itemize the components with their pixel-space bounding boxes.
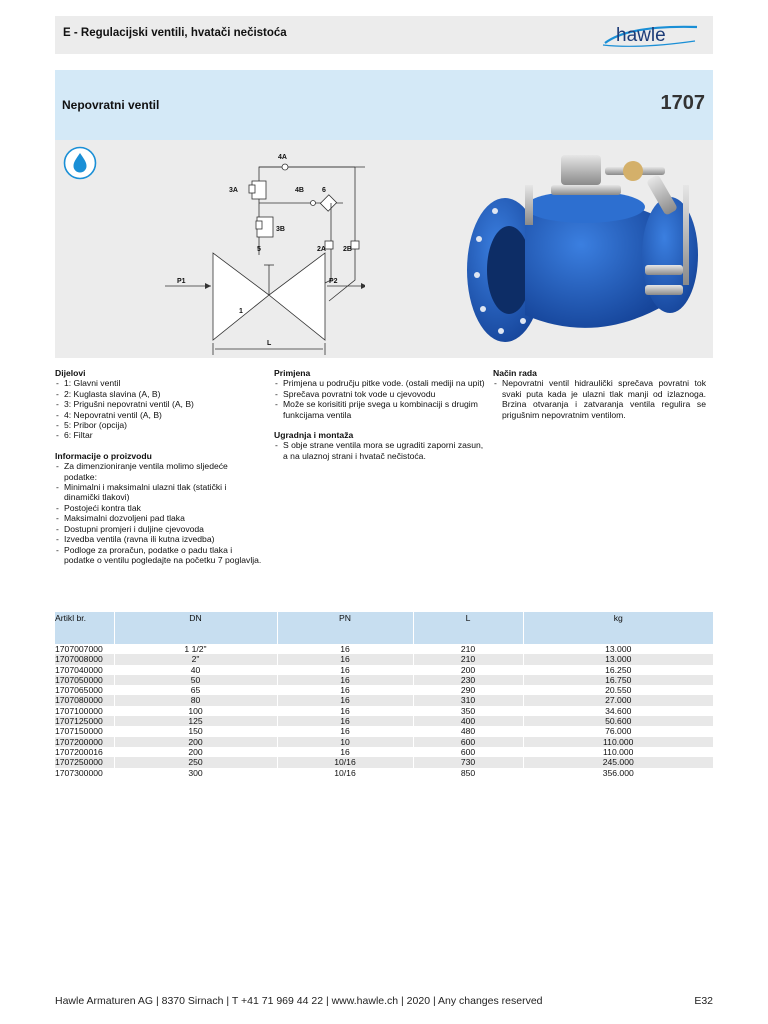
- table-cell: 1 1/2": [114, 644, 277, 654]
- table-cell: 1707080000: [55, 695, 114, 705]
- table-cell: 1707200000: [55, 737, 114, 747]
- table-cell: 16: [277, 654, 413, 664]
- table-cell: 1707200016: [55, 747, 114, 757]
- table-cell: 40: [114, 665, 277, 675]
- table-cell: 13.000: [523, 644, 713, 654]
- table-cell: 300: [114, 768, 277, 778]
- schematic-label: 5: [257, 246, 261, 253]
- table-cell: 16: [277, 675, 413, 685]
- table-cell: 110.000: [523, 747, 713, 757]
- table-cell: 10: [277, 737, 413, 747]
- list-item: - Minimalni i maksimalni ulazni tlak (statički i dinamički tlakovi): [55, 482, 262, 503]
- table-cell: 210: [413, 644, 523, 654]
- table-cell: 850: [413, 768, 523, 778]
- list-item: - 2: Kuglasta slavina (A, B): [55, 389, 262, 399]
- table-cell: 480: [413, 726, 523, 736]
- list-item: - Može se korisititi prije svega u kombinaciji s drugim funkcijama ventila: [274, 399, 487, 420]
- schematic-label: 6: [322, 187, 326, 194]
- table-cell: 34.600: [523, 706, 713, 716]
- product-number: 1707: [660, 92, 705, 114]
- column-header: DN: [114, 612, 277, 644]
- footer-text: Hawle Armaturen AG | 8370 Sirnach | T +41 71 969 44 22 | www.hawle.ch | 2020 | Any changes reserved: [55, 995, 543, 1007]
- table-cell: 100: [114, 706, 277, 716]
- list-item: - Nepovratni ventil hidraulički sprečava povratni tok svaki puta kada je ulazni tlak manji od izlaznoga. Brzina otvaranja i zatvaranja ventila regulira se prigušnim nepovratnim ventilom.: [493, 378, 706, 420]
- table-row: [55, 675, 713, 685]
- table-cell: 50.600: [523, 716, 713, 726]
- schematic-label: 1: [239, 308, 243, 315]
- table-cell: 20.550: [523, 685, 713, 695]
- table-cell: 1707250000: [55, 757, 114, 767]
- table-cell: 1707040000: [55, 665, 114, 675]
- nacin-rada-list: [493, 378, 706, 420]
- table-row: [55, 768, 713, 778]
- column-header: kg: [523, 612, 713, 644]
- column-header: PN: [277, 612, 413, 644]
- table-cell: 350: [413, 706, 523, 716]
- table-cell: 1707100000: [55, 706, 114, 716]
- article-table: [55, 612, 713, 778]
- table-cell: 400: [413, 716, 523, 726]
- table-cell: 65: [114, 685, 277, 695]
- table-cell: 310: [413, 695, 523, 705]
- table-cell: 356.000: [523, 768, 713, 778]
- schematic-label: 4B: [295, 187, 304, 194]
- table-cell: 250: [114, 757, 277, 767]
- table-cell: 27.000: [523, 695, 713, 705]
- table-cell: 125: [114, 716, 277, 726]
- table-cell: 1707150000: [55, 726, 114, 736]
- table-cell: 10/16: [277, 757, 413, 767]
- list-item: - 3: Prigušni nepovratni ventil (A, B): [55, 399, 262, 409]
- table-cell: 200: [413, 665, 523, 675]
- schematic-label: P2: [329, 278, 338, 285]
- column-left: [55, 368, 262, 565]
- table-header-row: [55, 612, 713, 644]
- primjena-list: [274, 378, 487, 420]
- schematic-label: 3B: [276, 226, 285, 233]
- list-item: - Postojeći kontra tlak: [55, 503, 262, 513]
- table-cell: 16: [277, 665, 413, 675]
- section-title-dijelovi: Dijelovi: [55, 368, 86, 378]
- list-item: - Za dimenzioniranje ventila molimo sljedeće podatke:: [55, 461, 262, 482]
- table-cell: 50: [114, 675, 277, 685]
- table-cell: 16: [277, 747, 413, 757]
- list-item: - Dostupni promjeri i duljine cjevovoda: [55, 524, 262, 534]
- product-name: Nepovratni ventil: [62, 98, 160, 112]
- table-cell: 200: [114, 747, 277, 757]
- schematic-label: P1: [177, 278, 186, 285]
- hydraulic-schematic: [165, 145, 365, 355]
- list-item: - S obje strane ventila mora se ugraditi zaporni zasun, a na ulaznoj strani i hvatač nečistoća.: [274, 440, 487, 461]
- list-item: - Sprečava povratni tok vode u cjevovodu: [274, 389, 487, 399]
- informacije-list: [55, 461, 262, 565]
- table-cell: 1707007000: [55, 644, 114, 654]
- table-cell: 1707050000: [55, 675, 114, 685]
- table-cell: 230: [413, 675, 523, 685]
- table-cell: 1707008000: [55, 654, 114, 664]
- table-cell: 76.000: [523, 726, 713, 736]
- valve-photo: [465, 145, 713, 350]
- dijelovi-list: [55, 378, 262, 440]
- column-header: Artikl br.: [55, 612, 114, 644]
- table-cell: 1707125000: [55, 716, 114, 726]
- list-item: - 6: Filtar: [55, 430, 262, 440]
- table-row: [55, 644, 713, 654]
- table-cell: 1707300000: [55, 768, 114, 778]
- image-band: [55, 140, 713, 358]
- schematic-label: 4A: [278, 154, 287, 161]
- schematic-label: 3A: [229, 187, 238, 194]
- table-row: [55, 654, 713, 664]
- list-item: - 4: Nepovratni ventil (A, B): [55, 410, 262, 420]
- table-cell: 200: [114, 737, 277, 747]
- page-number: E32: [694, 995, 713, 1007]
- table-row: [55, 747, 713, 757]
- table-cell: 16: [277, 644, 413, 654]
- table-cell: 600: [413, 737, 523, 747]
- section-title-nacin-rada: Način rada: [493, 368, 537, 378]
- section-title-ugradnja: Ugradnja i montaža: [274, 430, 354, 441]
- table-cell: 290: [413, 685, 523, 695]
- table-cell: 16.750: [523, 675, 713, 685]
- list-item: - 1: Glavni ventil: [55, 378, 262, 388]
- list-item: - Primjena u području pitke vode. (ostali mediji na upit): [274, 378, 487, 388]
- table-cell: 16: [277, 685, 413, 695]
- table-cell: 1707065000: [55, 685, 114, 695]
- water-drop-icon: [63, 146, 97, 180]
- table-row: [55, 695, 713, 705]
- column-right: [493, 368, 706, 420]
- table-row: [55, 665, 713, 675]
- table-cell: 245.000: [523, 757, 713, 767]
- schematic-label: L: [267, 340, 272, 347]
- title-band: [55, 70, 713, 140]
- table-row: [55, 706, 713, 716]
- table-row: [55, 737, 713, 747]
- table-cell: 16.250: [523, 665, 713, 675]
- column-header: L: [413, 612, 523, 644]
- table-cell: 16: [277, 695, 413, 705]
- column-middle: [274, 368, 487, 461]
- table-cell: 16: [277, 726, 413, 736]
- table-cell: 730: [413, 757, 523, 767]
- table-cell: 13.000: [523, 654, 713, 664]
- table-cell: 600: [413, 747, 523, 757]
- table-cell: 210: [413, 654, 523, 664]
- table-cell: 110.000: [523, 737, 713, 747]
- chapter-title: E - Regulacijski ventili, hvatači nečistoća: [63, 27, 287, 39]
- table-cell: 10/16: [277, 768, 413, 778]
- table-cell: 80: [114, 695, 277, 705]
- list-item: - Podloge za proračun, podatke o padu tlaka i podatke o ventilu pogledajte na početku 7 poglavlja.: [55, 545, 262, 566]
- schematic-label: 2B: [343, 246, 352, 253]
- table-row: [55, 726, 713, 736]
- list-item: - 5: Pribor (opcija): [55, 420, 262, 430]
- schematic-label: 2A: [317, 246, 326, 253]
- section-title-informacije: Informacije o proizvodu: [55, 450, 152, 461]
- header-bar: [55, 16, 713, 54]
- table-cell: 150: [114, 726, 277, 736]
- table-row: [55, 685, 713, 695]
- ugradnja-list: [274, 440, 487, 461]
- section-title-primjena: Primjena: [274, 368, 311, 378]
- table-cell: 16: [277, 706, 413, 716]
- logo-text: hawle: [616, 25, 666, 46]
- hawle-logo: [599, 19, 703, 51]
- table-cell: 2": [114, 654, 277, 664]
- table-row: [55, 757, 713, 767]
- list-item: - Maksimalni dozvoljeni pad tlaka: [55, 513, 262, 523]
- list-item: - Izvedba ventila (ravna ili kutna izvedba): [55, 534, 262, 544]
- table-cell: 16: [277, 716, 413, 726]
- table-row: [55, 716, 713, 726]
